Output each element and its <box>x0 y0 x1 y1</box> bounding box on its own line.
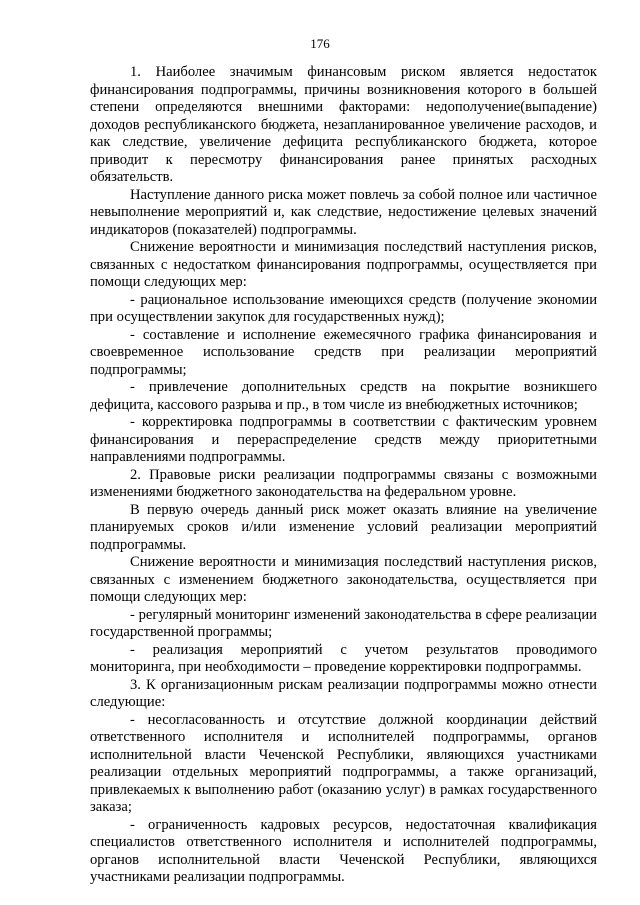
paragraph-financial-risk: 1. Наиболее значимым финансовым риском является недостаток финансирования подпрограммы, причины возникновения которого в большей степени определяются внешними факторами: недополучение(выпадение) доходов республиканского бюджета, незапланированное увеличение расходов, и как следствие, увеличение дефицита республиканского бюджета, которое приводит к пересмотру финансирования ранее принятых расходных обязательств. <box>90 64 597 185</box>
paragraph-legal-risk-impact: В первую очередь данный риск может оказать влияние на увеличение планируемых сроков и/или изменение условий реализации мероприятий подпрограммы. <box>90 501 597 553</box>
page-number: 176 <box>310 36 330 51</box>
list-item-coordination-lack: - несогласованность и отсутствие должной координации действий ответственного исполнителя и исполнителей подпрограммы, органов исполнительной власти Чеченской Республики, являющихся участниками реализации отдельных мероприятий подпрограммы, а также организаций, привлекаемых к выполнению работ (оказанию услуг) в рамках государственного заказа; <box>90 711 597 815</box>
document-body <box>90 64 597 887</box>
paragraph-organizational-risk: 3. К организационным рискам реализации подпрограммы можно отнести следующие: <box>90 676 597 710</box>
paragraph-risk-consequence: Наступление данного риска может повлечь за собой полное или частичное невыполнение мероприятий и, как следствие, недостижение целевых значений индикаторов (показателей) подпрограммы. <box>90 186 597 238</box>
paragraph-financial-mitigation-intro: Снижение вероятности и минимизация последствий наступления рисков, связанных с недостатком финансирования подпрограммы, осуществляется при помощи следующих мер: <box>90 239 597 290</box>
list-item-subprogram-adjustment: - корректировка подпрограммы в соответствии с фактическим уровнем финансирования и перераспределение средств между приоритетными направлениями подпрограммы. <box>90 414 597 465</box>
paragraph-legal-mitigation-intro: Снижение вероятности и минимизация последствий наступления рисков, связанных с изменением бюджетного законодательства, осуществляется при помощи следующих мер: <box>90 554 597 605</box>
paragraph-legal-risk: 2. Правовые риски реализации подпрограммы связаны с возможными изменениями бюджетного законодательства на федеральном уровне. <box>90 466 597 500</box>
list-item-staff-limits: - ограниченность кадровых ресурсов, недостаточная квалификация специалистов ответственного исполнителя и исполнителей подпрограммы, органов исполнительной власти Чеченской Республики, являющихся участниками реализации подпрограммы. <box>90 816 597 885</box>
list-item-rational-use: - рациональное использование имеющихся средств (получение экономии при осуществлении закупок для государственных нужд); <box>90 291 597 325</box>
list-item-monthly-schedule: - составление и исполнение ежемесячного графика финансирования и своевременное использование средств при реализации мероприятий подпрограммы; <box>90 326 597 378</box>
list-item-monitoring-based-actions: - реализация мероприятий с учетом результатов проводимого мониторинга, при необходимости – проведение корректировки подпрограммы. <box>90 641 597 675</box>
list-item-legislation-monitoring: - регулярный мониторинг изменений законодательства в сфере реализации государственной программы; <box>90 606 597 640</box>
list-item-additional-funds: - привлечение дополнительных средств на покрытие возникшего дефицита, кассового разрыва и пр., в том числе из внебюджетных источников; <box>90 379 597 413</box>
